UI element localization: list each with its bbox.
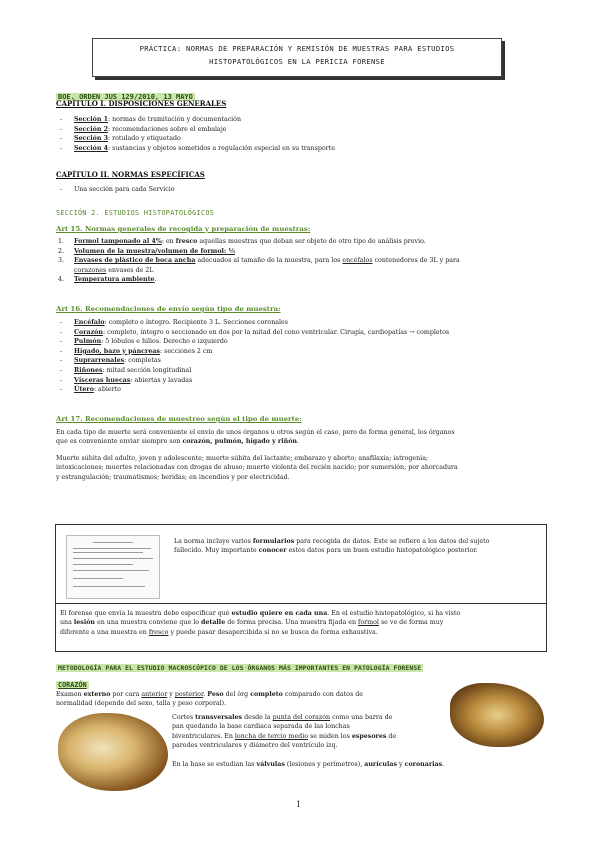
list-item: 1. Formol tamponado al 4%: en fresco aquellas muestras que deban ser objeto de otro tipo de análisis previo. [58, 238, 426, 245]
forms-box [55, 524, 547, 652]
list-item: - Riñones: mitad sección longitudinal [56, 366, 550, 376]
forms-description: La norma incluye varios formularios para recogida de datos. Este se refiere a los datos del sujeto fallecido. Muy importante conocer estos datos para un buen estudio histopatológico posterior. [174, 538, 490, 555]
list-item: - Útero: abierto [56, 385, 550, 395]
box-divider [56, 603, 546, 604]
art-16-heading: Art 16. Recomendaciones de envío según tipo de muestra: [56, 305, 281, 313]
art-17-heading: Art 17. Recomendaciones de muestreo según el tipo de muerte: [56, 415, 302, 423]
art-17-paragraph-1: En cada tipo de muerte será conveniente el envío de unos órganos u otros según el caso, pero de forma general, los órganos que es conveniente enviar siempre son corazón, pulmón, hígado y riñón. [56, 429, 455, 446]
title-line-2: HISTOPATOLÓGICOS EN LA PERICIA FORENSE [209, 57, 385, 66]
list-item: - Sección 2: recomendaciones sobre el embalaje [56, 125, 546, 135]
art-17-paragraph-2: Muerte súbita del adulto, joven y adolescente; muerte súbita del lactante; embarazo y aborto; anafilaxia; iatrogenia; intoxicaciones; muertes relacionadas con drogas de abuso; muerte violenta del recién nacido; por sumersión; por ahorcadura y estrangulación; traumatismos; heridas; en incendios y por electricidad. [56, 455, 458, 481]
chapter-1-heading: CAPÍTULO I. DISPOSICIONES GENERALES [56, 99, 227, 108]
heart-heading: CORAZÓN [58, 681, 87, 689]
art-15-heading: Art 15. Normas generales de recogida y preparación de muestras: [56, 225, 311, 233]
list-item: corazones envases de 2L [74, 266, 154, 274]
list-item: - Suprarrenales: completas [56, 356, 550, 366]
list-item: - Sección 1: normas de tramitación y documentación [56, 115, 546, 125]
boe-reference: BOE. ORDEN JUS 129/2010, 13 MAYO [58, 93, 193, 101]
list-item: 3. Envases de plástico de boca ancha adecuados al tamaño de la muestra, para los encéfalos contenedores de 3L y para [58, 257, 460, 265]
chapter-2-list [56, 185, 546, 195]
list-item: - Hígado, bazo y páncreas: secciones 2 cm [56, 347, 550, 357]
title-line-1: PRÁCTICA: NORMAS DE PREPARACIÓN Y REMISIÓN DE MUESTRAS PARA ESTUDIOS [139, 44, 455, 53]
page-number: 1 [296, 800, 302, 809]
list-item: - Corazón: completo, íntegro o seccionado en dos por la mitad del cono ventricular. Cirugía, cardiopatías → completos [56, 328, 550, 338]
list-item: - Pulmón: 5 lóbulos e hilios. Derecho e izquierdo [56, 337, 550, 347]
document-title-box [92, 38, 502, 77]
list-item: - Vísceras huecas: abiertas y lavadas [56, 376, 550, 386]
form-thumbnail [66, 535, 160, 599]
list-item: - Una sección para cada Servicio [56, 185, 546, 195]
section-2-heading: SECCIÓN 2. ESTUDIOS HISTOPATOLÓGICOS [56, 209, 215, 217]
heart-paragraph-1: Examen externo por cara anterior y posterior. Peso del órg completo comparado con datos de normalidad (depende del sexo, talla y peso corporal). [56, 691, 363, 708]
list-item: - Encéfalo: completo e íntegro. Recipiente 3 L. Secciones coronales [56, 318, 550, 328]
chapter-1-list [56, 115, 546, 153]
chapter-2-heading: CAPÍTULO II. NORMAS ESPECÍFICAS [56, 170, 205, 179]
forensic-sample-note: El forense que envía la muestra debe especificar qué estudio quiere en cada una. En el estudio histopatológico, si ha visto una lesión en una muestra conviene que lo detalle de forma precisa. Una muestra fijada en formol se ve de forma muy diferente a una muestra en fresco y puede pasar desapercibida si no se busca de forma exhaustiva. [60, 610, 461, 636]
art-15-list [56, 237, 550, 285]
list-item: 4. Temperatura ambiente. [58, 276, 157, 284]
heart-paragraph-2: Cortes transversales desde la punta del corazón como una barra de pan quedando la base cardiaca separada de las lonchas biventriculares. En loncha de tercio medio se miden los espesores de paredes ventriculares y diámetro del ventrículo izq. [172, 714, 397, 750]
heart-cross-section-image [58, 713, 168, 791]
list-item: - Sección 4: sustancias y objetos sometidos a regulación especial en su transporte [56, 144, 546, 154]
methodology-heading: METODOLOGÍA PARA EL ESTUDIO MACROSCÓPICO DE LOS ÓRGANOS MÁS IMPORTANTES EN PATOLOGÍA FORENSE [58, 664, 422, 672]
list-item: - Sección 3: rotulado y etiquetado [56, 134, 546, 144]
heart-slice-image [450, 683, 544, 747]
heart-paragraph-3: En la base se estudian las válvulas (lesiones y perímetros), aurículas y coronarias. [172, 761, 445, 768]
art-16-list [56, 318, 550, 395]
list-item: 2. Volumen de la muestra/volumen de formol: ⅕ [58, 247, 235, 255]
